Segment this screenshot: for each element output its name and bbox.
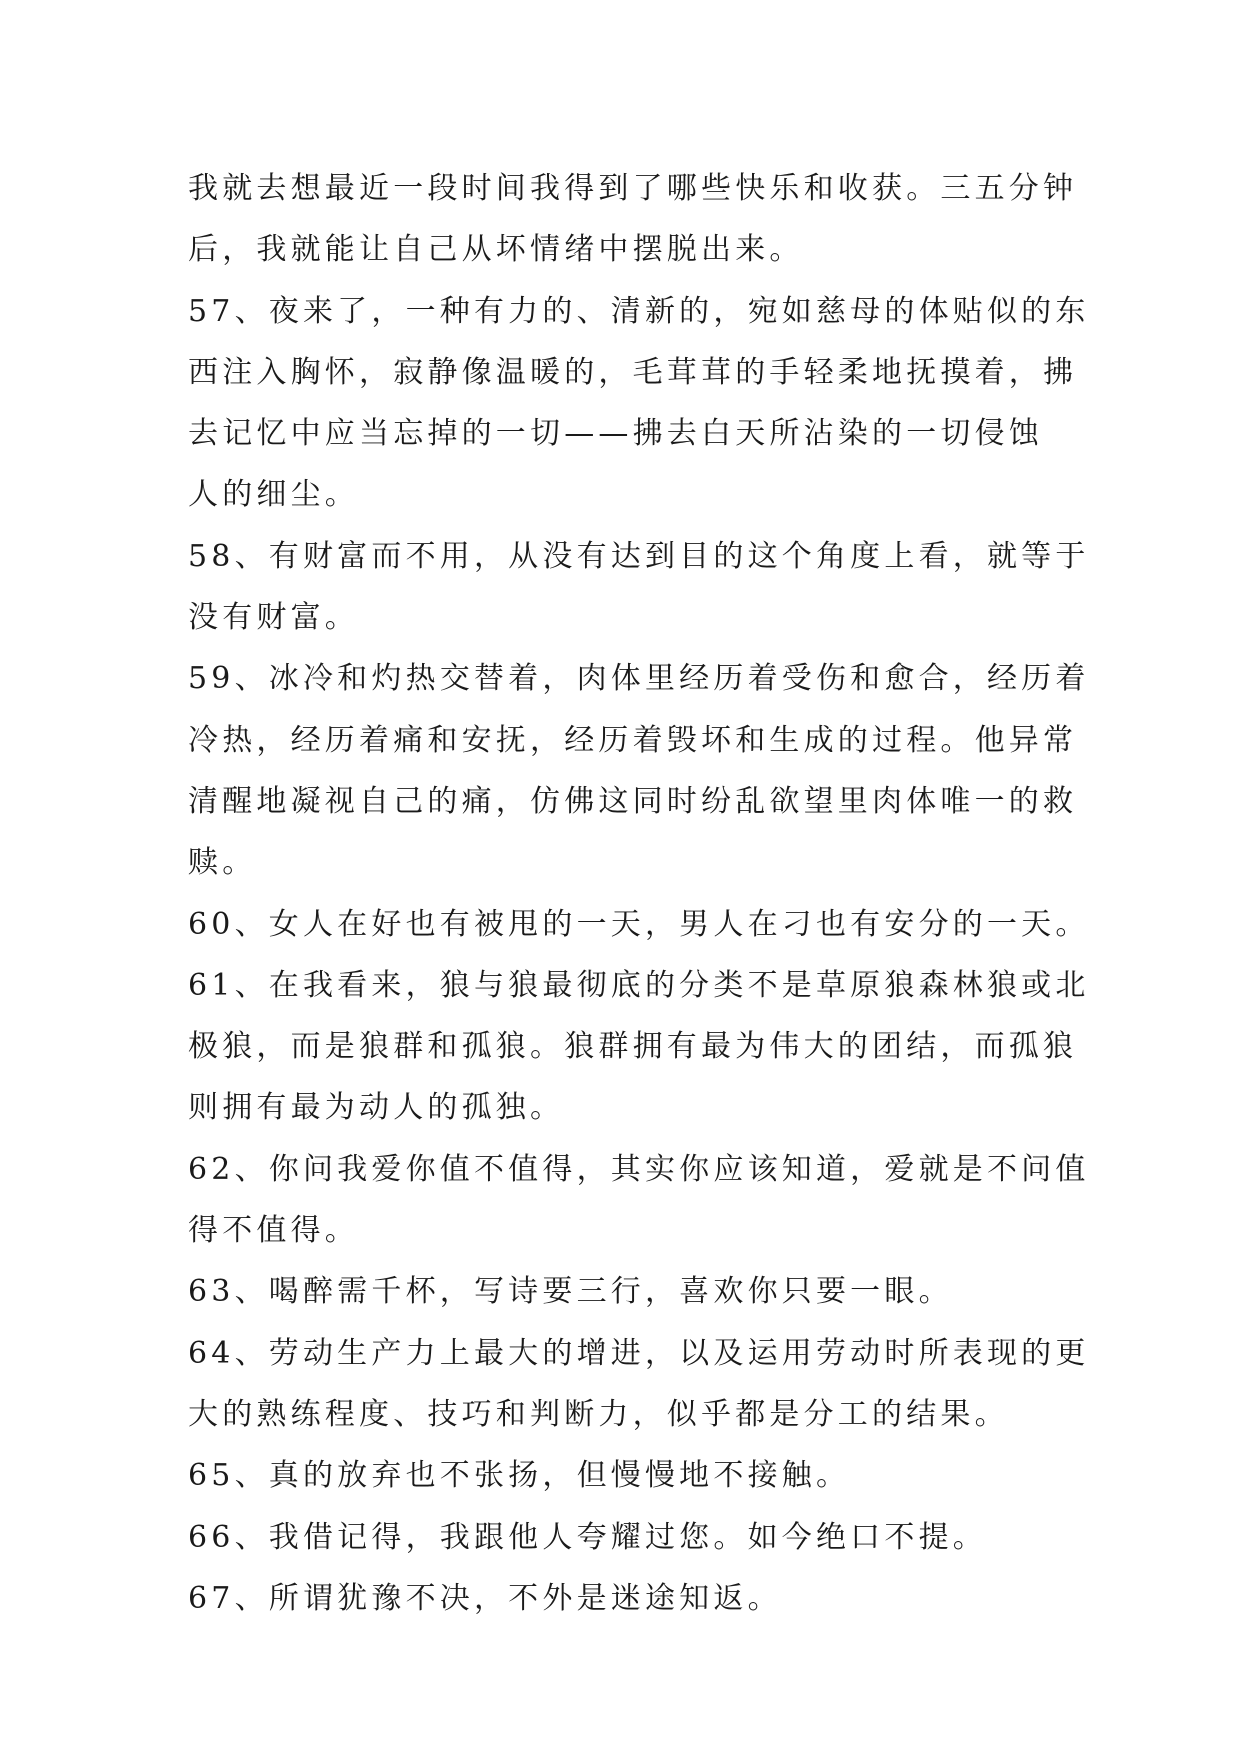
text-line: 则拥有最为动人的孤独。	[188, 1090, 565, 1126]
text-line: 66、我借记得，我跟他人夸耀过您。如今绝口不提。	[188, 1519, 987, 1555]
text-line: 62、你问我爱你值不值得，其实你应该知道，爱就是不问值	[188, 1151, 1090, 1187]
text-line: 67、所谓犹豫不决，不外是迷途知返。	[188, 1580, 782, 1616]
text-line: 西注入胸怀，寂静像温暖的，毛茸茸的手轻柔地抚摸着，拂	[188, 354, 1078, 390]
text-line: 57、夜来了，一种有力的、清新的，宛如慈母的体贴似的东	[188, 293, 1090, 329]
text-line: 59、冰冷和灼热交替着，肉体里经历着受伤和愈合，经历着	[188, 661, 1090, 697]
text-line: 我就去想最近一段时间我得到了哪些快乐和收获。三五分钟	[188, 171, 1078, 206]
text-line: 60、女人在好也有被甩的一天，男人在刁也有安分的一天。	[188, 906, 1090, 942]
text-line: 极狼，而是狼群和孤狼。狼群拥有最为伟大的团结，而孤狼	[188, 1029, 1078, 1065]
text-line: 赎。	[188, 845, 257, 881]
text-line: 清醒地凝视自己的痛，仿佛这同时纷乱欲望里肉体唯一的救	[188, 783, 1078, 819]
text-line: 人的细尘。	[188, 477, 359, 513]
text-line: 后，我就能让自己从坏情绪中摆脱出来。	[188, 232, 804, 268]
document-body	[188, 158, 1090, 1629]
text-line: 64、劳动生产力上最大的增进，以及运用劳动时所表现的更	[188, 1335, 1090, 1371]
text-line: 65、真的放弃也不张扬，但慢慢地不接触。	[188, 1458, 851, 1494]
text-line: 61、在我看来，狼与狼最彻底的分类不是草原狼森林狼或北	[188, 967, 1090, 1003]
text-line: 得不值得。	[188, 1213, 359, 1249]
text-line: 冷热，经历着痛和安抚，经历着毁坏和生成的过程。他异常	[188, 722, 1078, 758]
text-line: 去记忆中应当忘掉的一切——拂去白天所沾染的一切侵蚀	[188, 416, 1043, 452]
text-line: 没有财富。	[188, 600, 359, 636]
text-line: 58、有财富而不用，从没有达到目的这个角度上看，就等于	[188, 538, 1090, 574]
text-line: 63、喝醉需千杯，写诗要三行，喜欢你只要一眼。	[188, 1274, 953, 1310]
text-line: 大的熟练程度、技巧和判断力，似乎都是分工的结果。	[188, 1396, 1009, 1432]
